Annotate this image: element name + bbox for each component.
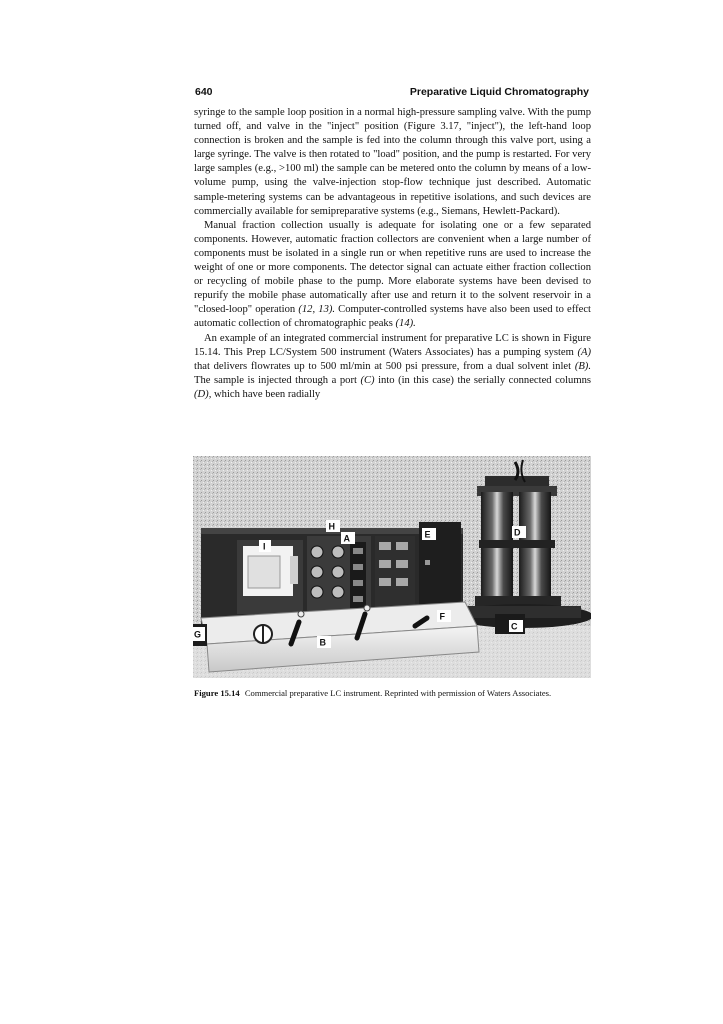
label-g: G bbox=[194, 629, 202, 640]
caption-text: Commercial preparative LC instrument. Reprinted with permission of Waters Associates. bbox=[244, 688, 552, 698]
label-b: B bbox=[319, 637, 326, 648]
instrument-photograph bbox=[193, 456, 591, 678]
figure-caption bbox=[194, 688, 592, 700]
label-d: D bbox=[514, 527, 521, 538]
citation: (14). bbox=[395, 318, 416, 330]
caption-label: Figure 15.14 bbox=[194, 688, 240, 698]
body-text bbox=[194, 106, 591, 402]
paragraph-3 bbox=[194, 332, 591, 402]
text-segment: An example of an integrated commercial instrument for preparative LC is shown in Figure 15.14. This Prep LC/System 500 instrument (Waters Associates) has a pumping system bbox=[194, 332, 591, 358]
text-segment: into (in this case) the serially connected columns bbox=[374, 374, 591, 386]
text-segment: which have been radially bbox=[211, 388, 321, 400]
label-f: F bbox=[439, 611, 445, 622]
text-segment: The sample is injected through a port bbox=[194, 374, 361, 386]
instrument-illustration bbox=[193, 456, 591, 678]
text-segment: that delivers flowrates up to 500 ml/min at 500 psi pressure, from a dual solvent inlet bbox=[194, 360, 575, 372]
text-segment: Manual fraction collection usually is adequate for isolating one or a few separated components. However, automatic fraction collectors are convenient when a large number of components must be isolated in a single run or when repetitive runs are used to increase the weight of one or more components. The detector signal can actuate either fraction collection or recycling of mobile phase to the pump. More elaborate systems have been devised to repurify the mobile phase automatically after use and return it to the solvent reservoir in a "closed-loop" operation bbox=[194, 219, 591, 316]
label-i: I bbox=[263, 541, 266, 552]
citation: (12, 13). bbox=[298, 304, 336, 316]
figure-reference: (D), bbox=[194, 388, 212, 400]
label-h: H bbox=[328, 521, 335, 532]
figure-reference: (C) bbox=[360, 374, 375, 386]
page-number: 640 bbox=[195, 86, 213, 98]
figure-reference: (A) bbox=[577, 346, 591, 358]
paragraph-1-text: syringe to the sample loop position in a normal high-pressure sampling valve. With the pump turned off, and valve in the "inject" position (Figure 3.17, "inject"), the left-hand loop connection is broken and the sample is fed into the column through this valve port, using a large syringe. The valve is then rotated to "load" position, and the pump is restarted. For very large samples (e.g., >100 ml) the sample can be metered onto the column by means of a low-volume pump, using the valve-injection stop-flow technique just described. Automatic sample-metering systems can be advantageous in repetitive isolations, and such devices are commercially available for semipreparative systems (e.g., Siemans, Hewlett-Packard). bbox=[194, 107, 591, 217]
paragraph-1 bbox=[194, 106, 591, 219]
running-head bbox=[195, 86, 589, 102]
label-e: E bbox=[424, 529, 431, 540]
label-a: A bbox=[343, 533, 350, 544]
paragraph-2 bbox=[194, 219, 591, 332]
figure-reference: (B). bbox=[574, 360, 591, 372]
text-segment: Computer-controlled systems have also been used to effect automatic collection of chromatographic peaks bbox=[194, 304, 591, 330]
label-c: C bbox=[511, 621, 518, 632]
running-title: Preparative Liquid Chromatography bbox=[409, 86, 589, 98]
